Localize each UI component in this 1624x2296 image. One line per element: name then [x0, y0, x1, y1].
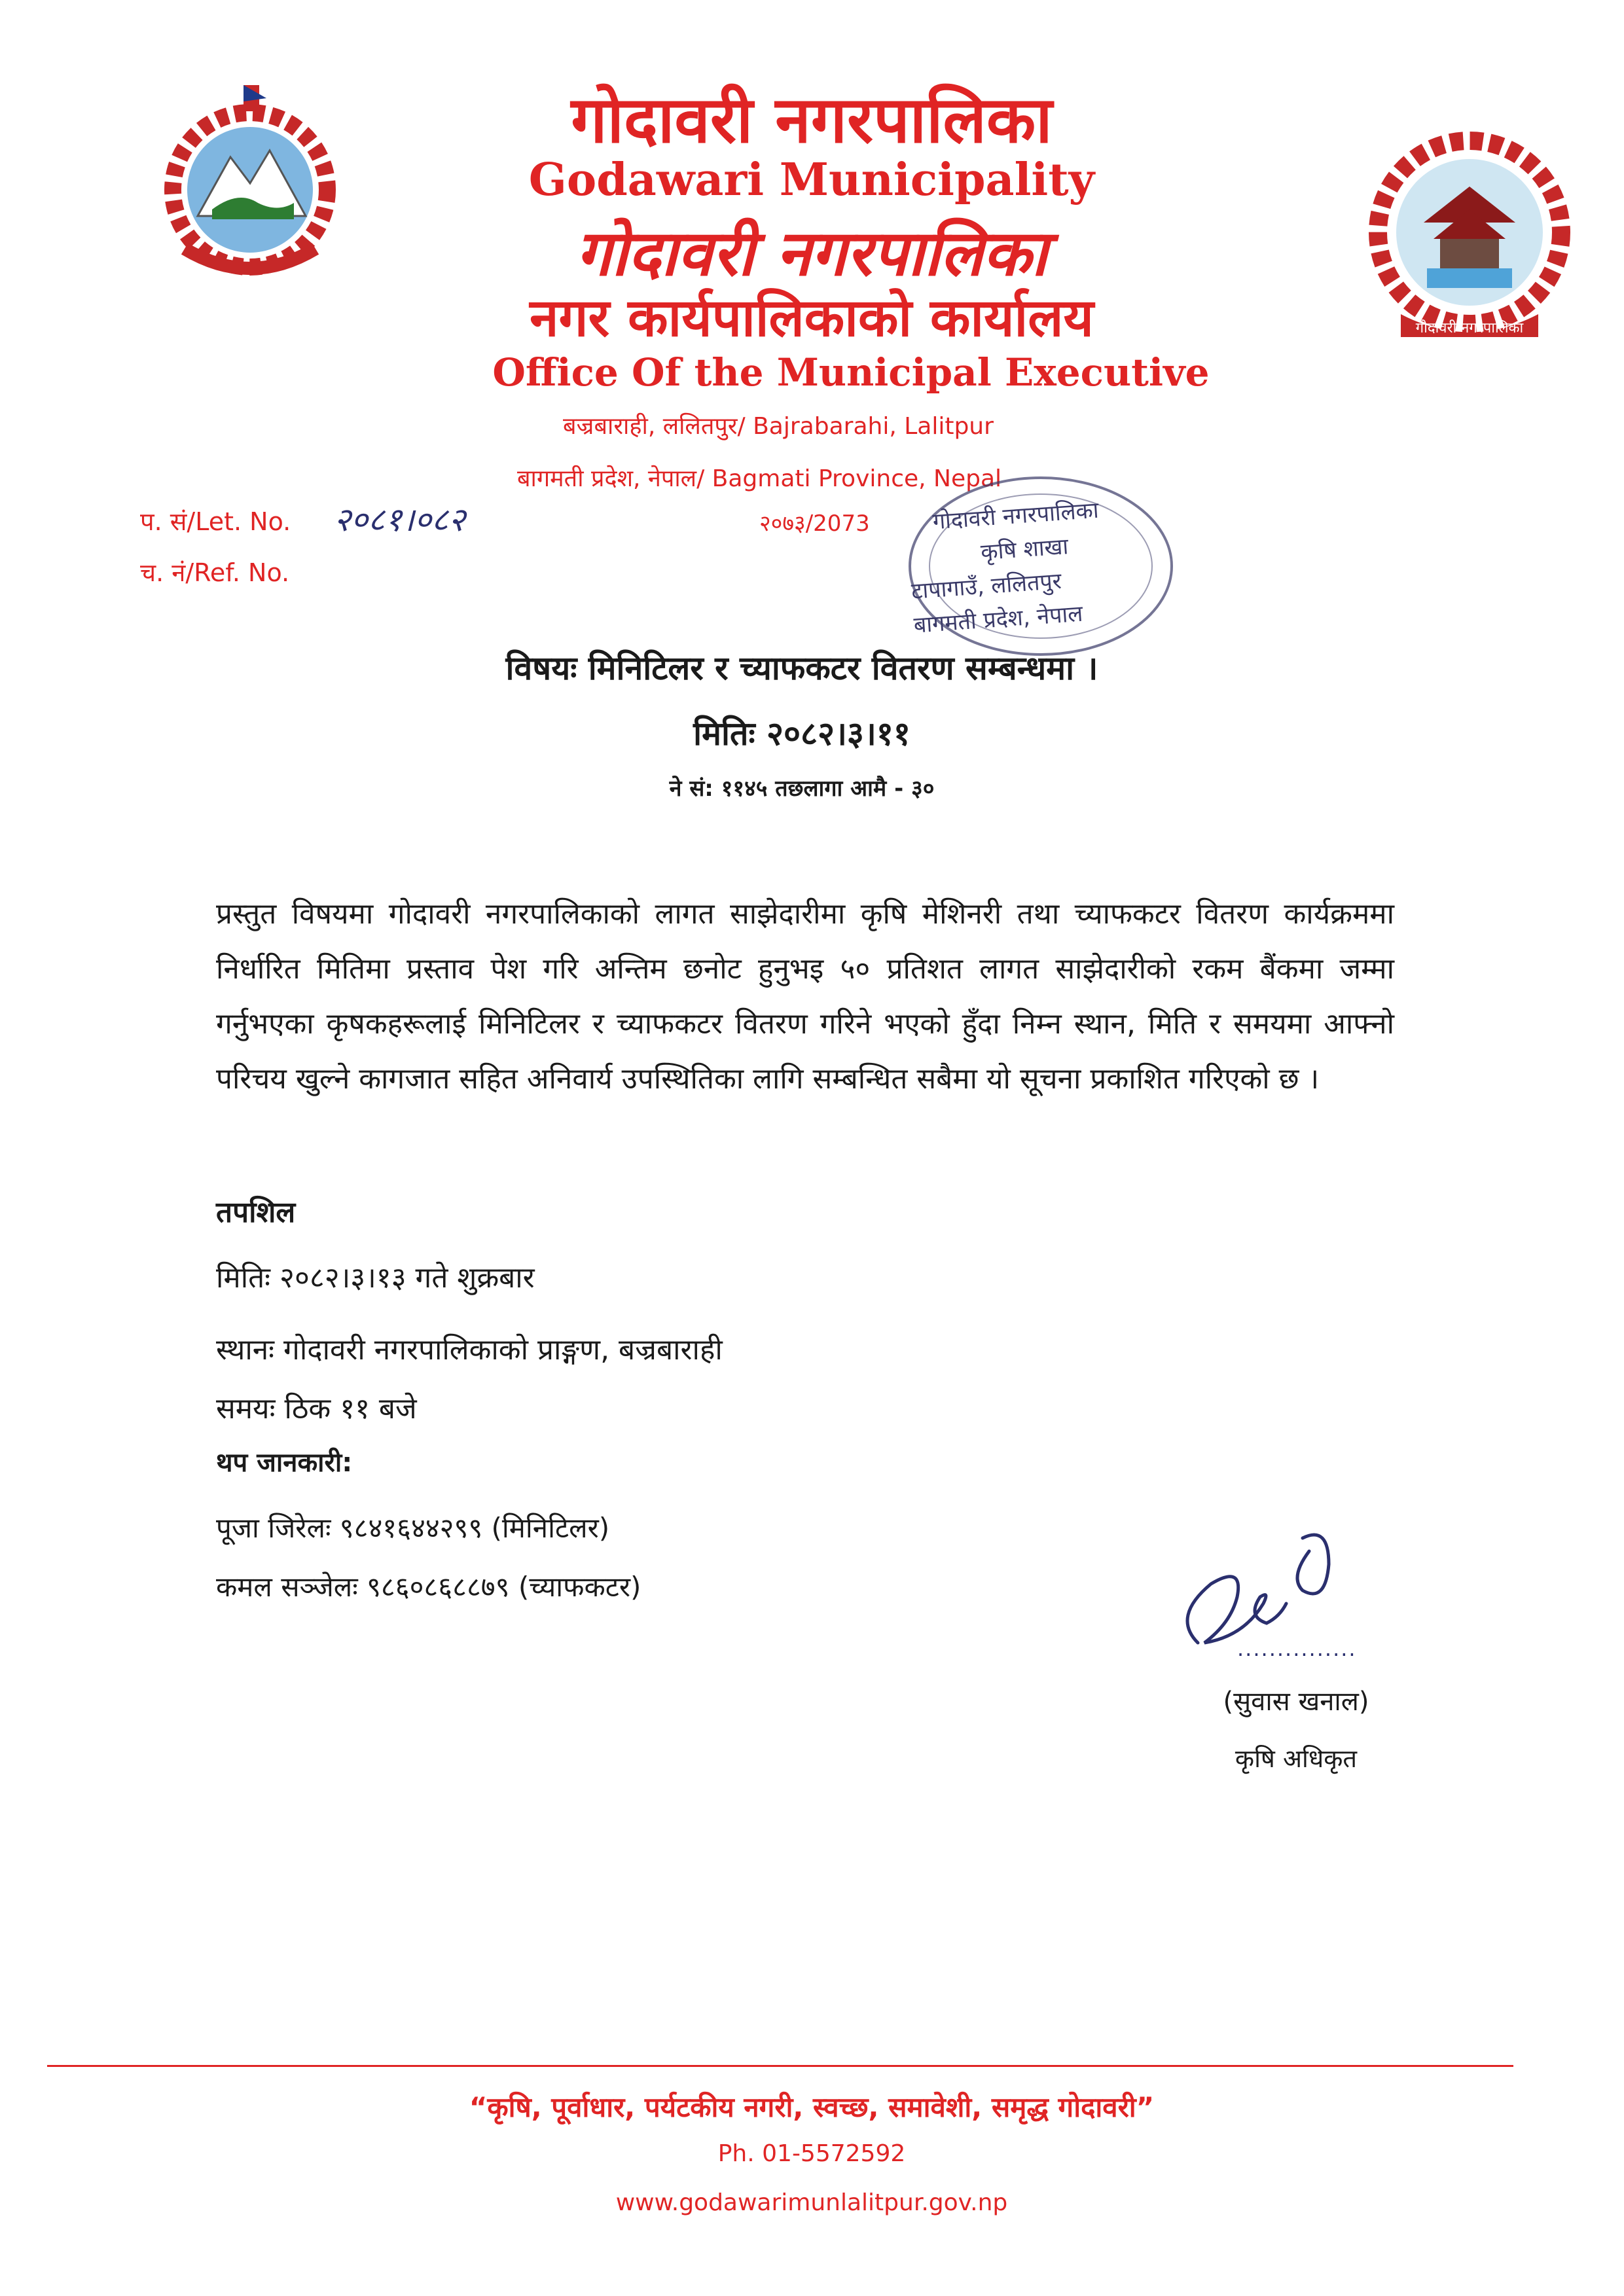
seal-text [892, 488, 1189, 643]
municipality-name-np: गोदावरी नगरपालिका [571, 83, 1053, 158]
details-heading: तपशिल [216, 1196, 296, 1229]
municipality-name-en: Godawari Municipality [528, 154, 1095, 206]
letter-date: मितिः २०८२।३।११ [693, 715, 911, 753]
office-name-en: Office Of the Municipal Executive [492, 350, 1210, 395]
footer-slogan: “कृषि, पूर्वाधार, पर्यटकीय नगरी, स्वच्छ, समावेशी, समृद्ध गोदावरी” [469, 2091, 1155, 2123]
letter-no-label: प. सं/Let. No. [140, 507, 291, 536]
seal-line: टापागाउँ, ललितपुर [910, 567, 1062, 605]
office-name-np: नगर कार्यपालिकाको कार्यालय [530, 287, 1094, 348]
address-line-1: बज्रबाराही, ललितपुर/ Bajrabarahi, Lalitpur [563, 413, 994, 440]
event-date: मितिः २०८२।३।१३ गते शुक्रबार [216, 1261, 535, 1295]
letter-no-value: २०८१।०८२ [334, 501, 465, 539]
right-emblem-caption: गोदावरी नगरपालिका [1415, 320, 1524, 336]
municipality-logo-icon [1362, 124, 1578, 347]
signatory-title: कृषि अधिकृत [1235, 1744, 1358, 1773]
event-time: समयः ठिक ११ बजे [216, 1392, 417, 1426]
letter-subject: विषयः मिनिटिलर र च्याफकटर वितरण सम्बन्धमा । [505, 649, 1098, 687]
signature-line: ............... [1237, 1636, 1357, 1661]
event-location: स्थानः गोदावरी नगरपालिकाको प्राङ्गण, बज्रबाराही [216, 1333, 723, 1367]
seal-line: बागमती प्रदेश, नेपाल [912, 600, 1084, 639]
contact-minitiller: पूजा जिरेलः ९८४१६४४२९९ (मिनिटिलर) [216, 1512, 610, 1544]
established-year: २०७३/2073 [759, 511, 870, 537]
letter-body: प्रस्तुत विषयमा गोदावरी नगरपालिकाको लागत साझेदारीमा कृषि मेशिनरी तथा च्याफकटर वितरण कार्यक्रममा निर्धारित मितिमा प्रस्ताव पेश गरि अन्तिम छनोट हुनुभइ ५० प्रतिशत लागत साझेदारीको रकम बैंकमा जम्मा गर्नुभएका कृषकहरूलाई मिनिटिलर र च्याफकटर वितरण गरिने भएको हुँदा निम्न स्थान, मिति र समयमा आफ्नो परिचय खुल्ने कागजात सहित अनिवार्य उपस्थितिका लागि सम्बन्धित सबैमा यो सूचना प्रकाशित गरिएको छ । [216, 897, 1394, 1096]
footer-divider [47, 2065, 1513, 2067]
municipality-name-newari: गोदावरी नगरपालिका [575, 217, 1048, 290]
footer-website: www.godawarimunlalitpur.gov.np [615, 2189, 1008, 2216]
footer-phone: Ph. 01-5572592 [717, 2140, 906, 2167]
contact-chaffcutter: कमल सञ्जेलः ९८६०८६८८७९ (च्याफकटर) [216, 1571, 641, 1603]
address-line-2: बागमती प्रदेश, नेपाल/ Bagmati Province, Nepal [517, 465, 1002, 492]
ref-no-label: च. नं/Ref. No. [140, 558, 290, 587]
nepal-emblem-icon [152, 79, 348, 288]
nepal-samvat-date: ने सं: ११४५ तछलागा आमै - ३० [669, 776, 935, 802]
signatory-name: (सुवास खनाल) [1223, 1687, 1369, 1717]
seal-line: गोदावरी नगरपालिका [931, 497, 1100, 535]
more-info-heading: थप जानकारी: [216, 1448, 353, 1478]
seal-line: कृषि शाखा [980, 533, 1070, 566]
